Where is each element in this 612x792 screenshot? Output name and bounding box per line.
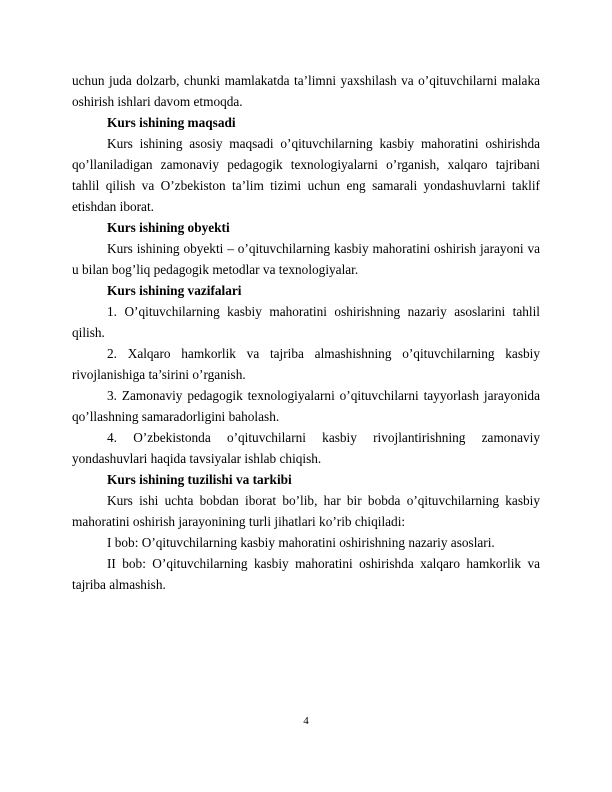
section-heading-tuzilishi: Kurs ishining tuzilishi va tarkibi xyxy=(107,472,292,487)
paragraph-obyekti: Kurs ishining obyekti – o’qituvchilarning kasbiy mahoratini oshirish jarayoni va u bilan bog’liq pedagogik metodlar va texnologiyalar. xyxy=(72,241,540,277)
task-item-3: 3. Zamonaviy pedagogik texnologiyalarni o’qituvchilarni tayyorlash jarayonida qo’llashning samaradorligini baholash. xyxy=(72,388,540,424)
task-item-4: 4. O’zbekistonda o’qituvchilarni kasbiy rivojlantirishning zamonaviy yondashuvlari haqida tavsiyalar ishlab chiqish. xyxy=(72,430,540,466)
page-number: 4 xyxy=(303,715,309,727)
paragraph-tuzilishi: Kurs ishi uchta bobdan iborat bo’lib, har bir bobda o’qituvchilarning kasbiy mahoratini oshirish jarayonining turli jihatlari ko’rib chiqiladi: xyxy=(72,493,540,529)
task-item-2: 2. Xalqaro hamkorlik va tajriba almashishning o’qituvchilarning kasbiy rivojlanishiga ta’sirini o’rganish. xyxy=(72,346,540,382)
chapter-item-2: II bob: O’qituvchilarning kasbiy mahoratini oshirishda xalqaro hamkorlik va tajriba almashish. xyxy=(72,556,540,592)
section-heading-vazifalari: Kurs ishining vazifalari xyxy=(107,283,242,298)
section-heading-maqsadi: Kurs ishining maqsadi xyxy=(107,115,236,130)
section-heading-obyekti: Kurs ishining obyekti xyxy=(107,220,230,235)
document-page xyxy=(72,70,540,595)
intro-paragraph: uchun juda dolzarb, chunki mamlakatda ta’limni yaxshilash va o’qituvchilarni malaka oshirish ishlari davom etmoqda. xyxy=(72,73,540,109)
paragraph-maqsadi: Kurs ishining asosiy maqsadi o’qituvchilarning kasbiy mahoratini oshirishda qo’llaniladigan zamonaviy pedagogik texnologiyalarni o’rganish, xalqaro tajribani tahlil qilish va O’zbekiston ta’lim tizimi uchun eng samarali yondashuvlarni taklif etishdan iborat. xyxy=(72,136,540,214)
chapter-item-1: I bob: O’qituvchilarning kasbiy mahoratini oshirishning nazariy asoslari. xyxy=(107,535,495,550)
task-item-1: 1. O’qituvchilarning kasbiy mahoratini oshirishning nazariy asoslarini tahlil qilish. xyxy=(72,304,540,340)
